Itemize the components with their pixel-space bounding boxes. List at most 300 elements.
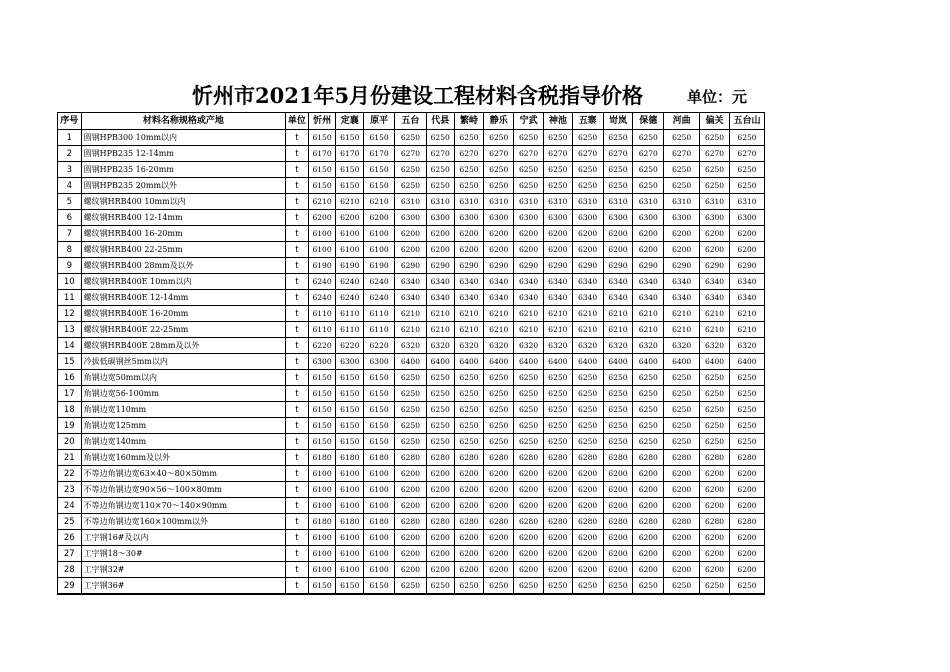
price-cell: 6250 [603,370,633,386]
price-cell: 6340 [700,290,730,306]
unit-cell: t [286,130,309,146]
price-cell: 6400 [700,354,730,370]
price-cell: 6340 [664,274,700,290]
material-name: 工字钢16#及以内 [81,530,285,546]
row-number: 14 [58,338,82,354]
price-cell: 6250 [395,418,427,434]
price-cell: 6310 [700,194,730,210]
price-cell: 6280 [543,514,572,530]
price-cell: 6250 [572,418,603,434]
price-cell: 6200 [514,466,544,482]
price-cell: 6150 [364,162,395,178]
price-cell: 6210 [700,306,730,322]
price-cell: 6200 [603,530,633,546]
price-cell: 6200 [484,226,514,242]
price-cell: 6280 [729,450,764,466]
price-cell: 6100 [308,530,336,546]
price-cell: 6180 [308,514,336,530]
price-cell: 6250 [514,386,544,402]
unit-cell: t [286,258,309,274]
price-cell: 6200 [664,242,700,258]
price-cell: 6250 [700,178,730,194]
unit-cell: t [286,562,309,578]
price-cell: 6210 [364,194,395,210]
price-cell: 6200 [572,530,603,546]
price-cell: 6280 [664,514,700,530]
row-number: 6 [58,210,82,226]
price-cell: 6200 [700,562,730,578]
price-cell: 6210 [426,306,454,322]
table-row [58,418,765,434]
price-cell: 6100 [336,530,364,546]
price-cell: 6240 [364,290,395,306]
price-cell: 6100 [364,242,395,258]
row-number: 21 [58,450,82,466]
price-cell: 6200 [664,546,700,562]
price-cell: 6250 [664,178,700,194]
price-cell: 6340 [395,290,427,306]
material-name: 螺纹钢HRB400E 10mm以内 [81,274,285,290]
price-cell: 6200 [700,498,730,514]
price-cell: 6200 [426,562,454,578]
price-cell: 6250 [603,178,633,194]
price-cell: 6150 [336,578,364,595]
price-cell: 6200 [664,466,700,482]
price-cell: 6200 [426,546,454,562]
price-cell: 6200 [484,466,514,482]
price-cell: 6200 [426,242,454,258]
unit-cell: t [286,306,309,322]
price-cell: 6210 [336,194,364,210]
unit-cell: t [286,578,309,595]
price-cell: 6290 [572,258,603,274]
price-cell: 6200 [336,210,364,226]
price-cell: 6250 [454,162,484,178]
price-cell: 6100 [364,530,395,546]
row-number: 1 [58,130,82,146]
price-cell: 6250 [543,130,572,146]
price-cell: 6250 [700,434,730,450]
price-cell: 6340 [603,274,633,290]
table-row [58,466,765,482]
price-cell: 6100 [336,482,364,498]
material-name: 角钢边宽125mm [81,418,285,434]
price-cell: 6150 [336,434,364,450]
price-cell: 6150 [336,386,364,402]
material-name: 螺纹钢HRB400E 22-25mm [81,322,285,338]
price-cell: 6400 [572,354,603,370]
price-cell: 6250 [454,418,484,434]
price-cell: 6100 [308,466,336,482]
price-cell: 6200 [426,482,454,498]
price-cell: 6250 [572,402,603,418]
price-cell: 6340 [454,290,484,306]
unit-cell: t [286,386,309,402]
material-name: 工字钢36# [81,578,285,595]
price-cell: 6200 [664,498,700,514]
price-cell: 6190 [308,258,336,274]
price-cell: 6200 [572,226,603,242]
price-cell: 6200 [543,242,572,258]
price-cell: 6340 [543,290,572,306]
price-cell: 6300 [572,210,603,226]
unit-cell: t [286,418,309,434]
price-cell: 6200 [454,498,484,514]
row-number: 8 [58,242,82,258]
price-cell: 6220 [308,338,336,354]
price-cell: 6250 [603,386,633,402]
price-cell: 6310 [664,194,700,210]
price-cell: 6250 [700,418,730,434]
price-cell: 6200 [543,498,572,514]
unit-cell: t [286,434,309,450]
price-cell: 6200 [700,530,730,546]
table-row [58,562,765,578]
price-cell: 6290 [603,258,633,274]
price-cell: 6210 [308,194,336,210]
table-row [58,370,765,386]
price-cell: 6150 [336,162,364,178]
price-cell: 6200 [484,546,514,562]
price-cell: 6310 [633,194,664,210]
price-cell: 6200 [395,498,427,514]
column-header: 繁峙 [454,113,484,130]
row-number: 20 [58,434,82,450]
price-cell: 6200 [454,482,484,498]
price-cell: 6250 [395,370,427,386]
price-cell: 6310 [603,194,633,210]
price-cell: 6320 [395,338,427,354]
price-cell: 6250 [664,162,700,178]
price-cell: 6240 [364,274,395,290]
price-cell: 6150 [364,578,395,595]
price-cell: 6300 [700,210,730,226]
price-cell: 6280 [633,514,664,530]
price-cell: 6310 [484,194,514,210]
price-cell: 6320 [454,338,484,354]
price-cell: 6280 [572,450,603,466]
price-cell: 6200 [543,562,572,578]
price-cell: 6200 [700,226,730,242]
price-cell: 6250 [700,402,730,418]
table-row [58,450,765,466]
price-cell: 6250 [729,130,764,146]
price-cell: 6340 [426,290,454,306]
price-cell: 6270 [729,146,764,162]
price-cell: 6200 [729,546,764,562]
price-cell: 6200 [664,530,700,546]
price-cell: 6200 [484,482,514,498]
price-cell: 6270 [454,146,484,162]
row-number: 16 [58,370,82,386]
price-cell: 6250 [543,162,572,178]
column-header: 岢岚 [603,113,633,130]
price-cell: 6250 [543,434,572,450]
price-cell: 6280 [603,450,633,466]
price-cell: 6210 [603,306,633,322]
price-cell: 6200 [603,482,633,498]
price-cell: 6310 [572,194,603,210]
price-cell: 6320 [633,338,664,354]
price-cell: 6250 [633,418,664,434]
price-cell: 6200 [454,562,484,578]
column-header: 忻州 [308,113,336,130]
price-cell: 6250 [426,386,454,402]
price-cell: 6250 [664,434,700,450]
price-cell: 6280 [395,450,427,466]
unit-cell: t [286,226,309,242]
unit-cell: t [286,466,309,482]
price-cell: 6290 [700,258,730,274]
column-header: 五台山 [729,113,764,130]
price-cell: 6400 [603,354,633,370]
price-cell: 6340 [514,274,544,290]
price-cell: 6200 [543,466,572,482]
price-cell: 6210 [664,322,700,338]
table-row [58,162,765,178]
price-cell: 6290 [484,258,514,274]
price-cell: 6100 [364,482,395,498]
table-row [58,578,765,595]
price-cell: 6280 [484,514,514,530]
price-cell: 6310 [514,194,544,210]
price-cell: 6250 [633,434,664,450]
price-cell: 6200 [633,242,664,258]
column-header: 宁武 [514,113,544,130]
price-cell: 6250 [633,178,664,194]
price-cell: 6100 [364,226,395,242]
material-name: 螺纹钢HRB400E 28mm及以外 [81,338,285,354]
price-cell: 6250 [426,370,454,386]
price-cell: 6290 [633,258,664,274]
table-row [58,338,765,354]
price-cell: 6240 [336,274,364,290]
price-cell: 6300 [454,210,484,226]
price-cell: 6150 [308,162,336,178]
price-cell: 6100 [364,562,395,578]
price-cell: 6290 [514,258,544,274]
price-cell: 6340 [395,274,427,290]
price-cell: 6340 [514,290,544,306]
price-cell: 6250 [426,418,454,434]
price-cell: 6150 [364,130,395,146]
title-row [57,80,765,112]
price-cell: 6300 [395,210,427,226]
material-name: 角钢边宽110mm [81,402,285,418]
price-cell: 6100 [336,562,364,578]
price-cell: 6200 [572,482,603,498]
price-cell: 6280 [572,514,603,530]
price-cell: 6150 [308,386,336,402]
price-cell: 6210 [633,322,664,338]
price-cell: 6300 [514,210,544,226]
price-cell: 6200 [454,546,484,562]
price-cell: 6150 [308,178,336,194]
price-cell: 6300 [603,210,633,226]
material-name: 螺纹钢HRB400 28mm及以外 [81,258,285,274]
price-cell: 6250 [543,178,572,194]
row-number: 10 [58,274,82,290]
unit-cell: t [286,402,309,418]
price-cell: 6210 [395,322,427,338]
price-cell: 6250 [454,402,484,418]
price-cell: 6310 [454,194,484,210]
price-cell: 6280 [543,450,572,466]
table-row [58,530,765,546]
table-row [58,434,765,450]
price-cell: 6280 [700,514,730,530]
price-cell: 6340 [484,274,514,290]
price-cell: 6340 [729,274,764,290]
price-cell: 6200 [572,546,603,562]
price-cell: 6340 [572,274,603,290]
price-cell: 6200 [729,466,764,482]
price-cell: 6200 [514,530,544,546]
header-row [58,113,765,130]
price-cell: 6150 [364,370,395,386]
unit-cell: t [286,242,309,258]
price-cell: 6200 [426,226,454,242]
price-cell: 6320 [572,338,603,354]
price-cell: 6200 [543,482,572,498]
price-cell: 6320 [484,338,514,354]
price-cell: 6210 [603,322,633,338]
column-header: 神池 [543,113,572,130]
material-name: 工字钢18～30# [81,546,285,562]
price-cell: 6280 [633,450,664,466]
material-name: 工字钢32# [81,562,285,578]
material-name: 螺纹钢HRB400 22-25mm [81,242,285,258]
price-cell: 6100 [308,226,336,242]
column-header: 原平 [364,113,395,130]
material-name: 角钢边宽140mm [81,434,285,450]
price-cell: 6100 [308,482,336,498]
price-cell: 6200 [395,466,427,482]
price-cell: 6250 [603,434,633,450]
price-cell: 6320 [426,338,454,354]
price-cell: 6300 [633,210,664,226]
price-cell: 6250 [514,402,544,418]
price-cell: 6250 [729,402,764,418]
price-cell: 6180 [336,514,364,530]
unit-cell: t [286,274,309,290]
price-cell: 6200 [514,482,544,498]
price-cell: 6250 [729,578,764,595]
price-cell: 6180 [308,450,336,466]
price-cell: 6270 [395,146,427,162]
material-name: 螺纹钢HRB400E 16-20mm [81,306,285,322]
price-cell: 6280 [700,450,730,466]
price-cell: 6200 [484,562,514,578]
price-cell: 6250 [426,178,454,194]
table-row [58,498,765,514]
price-cell: 6250 [484,162,514,178]
price-cell: 6210 [572,306,603,322]
price-cell: 6220 [364,338,395,354]
material-name: 不等边角钢边宽63×40～80×50mm [81,466,285,482]
price-cell: 6250 [729,370,764,386]
price-cell: 6250 [395,178,427,194]
price-cell: 6200 [484,242,514,258]
column-header: 代县 [426,113,454,130]
price-cell: 6200 [633,482,664,498]
price-cell: 6250 [729,386,764,402]
price-cell: 6320 [514,338,544,354]
price-cell: 6250 [395,434,427,450]
price-cell: 6170 [308,146,336,162]
price-cell: 6100 [336,546,364,562]
unit-cell: t [286,162,309,178]
price-cell: 6250 [514,178,544,194]
price-cell: 6250 [426,402,454,418]
price-cell: 6280 [454,450,484,466]
price-cell: 6250 [543,370,572,386]
row-number: 15 [58,354,82,370]
price-cell: 6270 [543,146,572,162]
row-number: 7 [58,226,82,242]
price-cell: 6210 [514,322,544,338]
table-row [58,322,765,338]
price-cell: 6200 [426,466,454,482]
material-name: 角钢边宽160mm及以外 [81,450,285,466]
price-cell: 6170 [364,146,395,162]
unit-cell: t [286,450,309,466]
price-cell: 6250 [729,418,764,434]
price-cell: 6300 [308,354,336,370]
material-name: 螺纹钢HRB400 12-14mm [81,210,285,226]
price-cell: 6100 [364,466,395,482]
table-row [58,130,765,146]
unit-cell: t [286,530,309,546]
price-cell: 6250 [664,370,700,386]
price-cell: 6300 [543,210,572,226]
row-number: 29 [58,578,82,595]
row-number: 5 [58,194,82,210]
price-cell: 6100 [308,498,336,514]
price-cell: 6200 [514,546,544,562]
price-cell: 6270 [603,146,633,162]
price-cell: 6340 [484,290,514,306]
price-cell: 6200 [454,242,484,258]
price-cell: 6150 [308,402,336,418]
price-cell: 6110 [364,306,395,322]
table-row [58,306,765,322]
unit-label: 单位：元 [687,88,748,106]
row-number: 25 [58,514,82,530]
price-cell: 6150 [336,178,364,194]
price-cell: 6200 [484,530,514,546]
price-cell: 6200 [603,498,633,514]
table-row [58,146,765,162]
price-cell: 6250 [543,386,572,402]
price-cell: 6200 [395,482,427,498]
price-cell: 6400 [395,354,427,370]
price-cell: 6180 [336,450,364,466]
row-number: 23 [58,482,82,498]
price-cell: 6300 [729,210,764,226]
price-cell: 6210 [543,306,572,322]
price-cell: 6210 [484,306,514,322]
price-cell: 6250 [729,178,764,194]
price-cell: 6270 [664,146,700,162]
column-header: 河曲 [664,113,700,130]
price-cell: 6400 [664,354,700,370]
price-cell: 6220 [336,338,364,354]
price-cell: 6150 [364,434,395,450]
row-number: 2 [58,146,82,162]
price-cell: 6250 [603,130,633,146]
material-name: 冷拔低碳钢丝5mm以内 [81,354,285,370]
